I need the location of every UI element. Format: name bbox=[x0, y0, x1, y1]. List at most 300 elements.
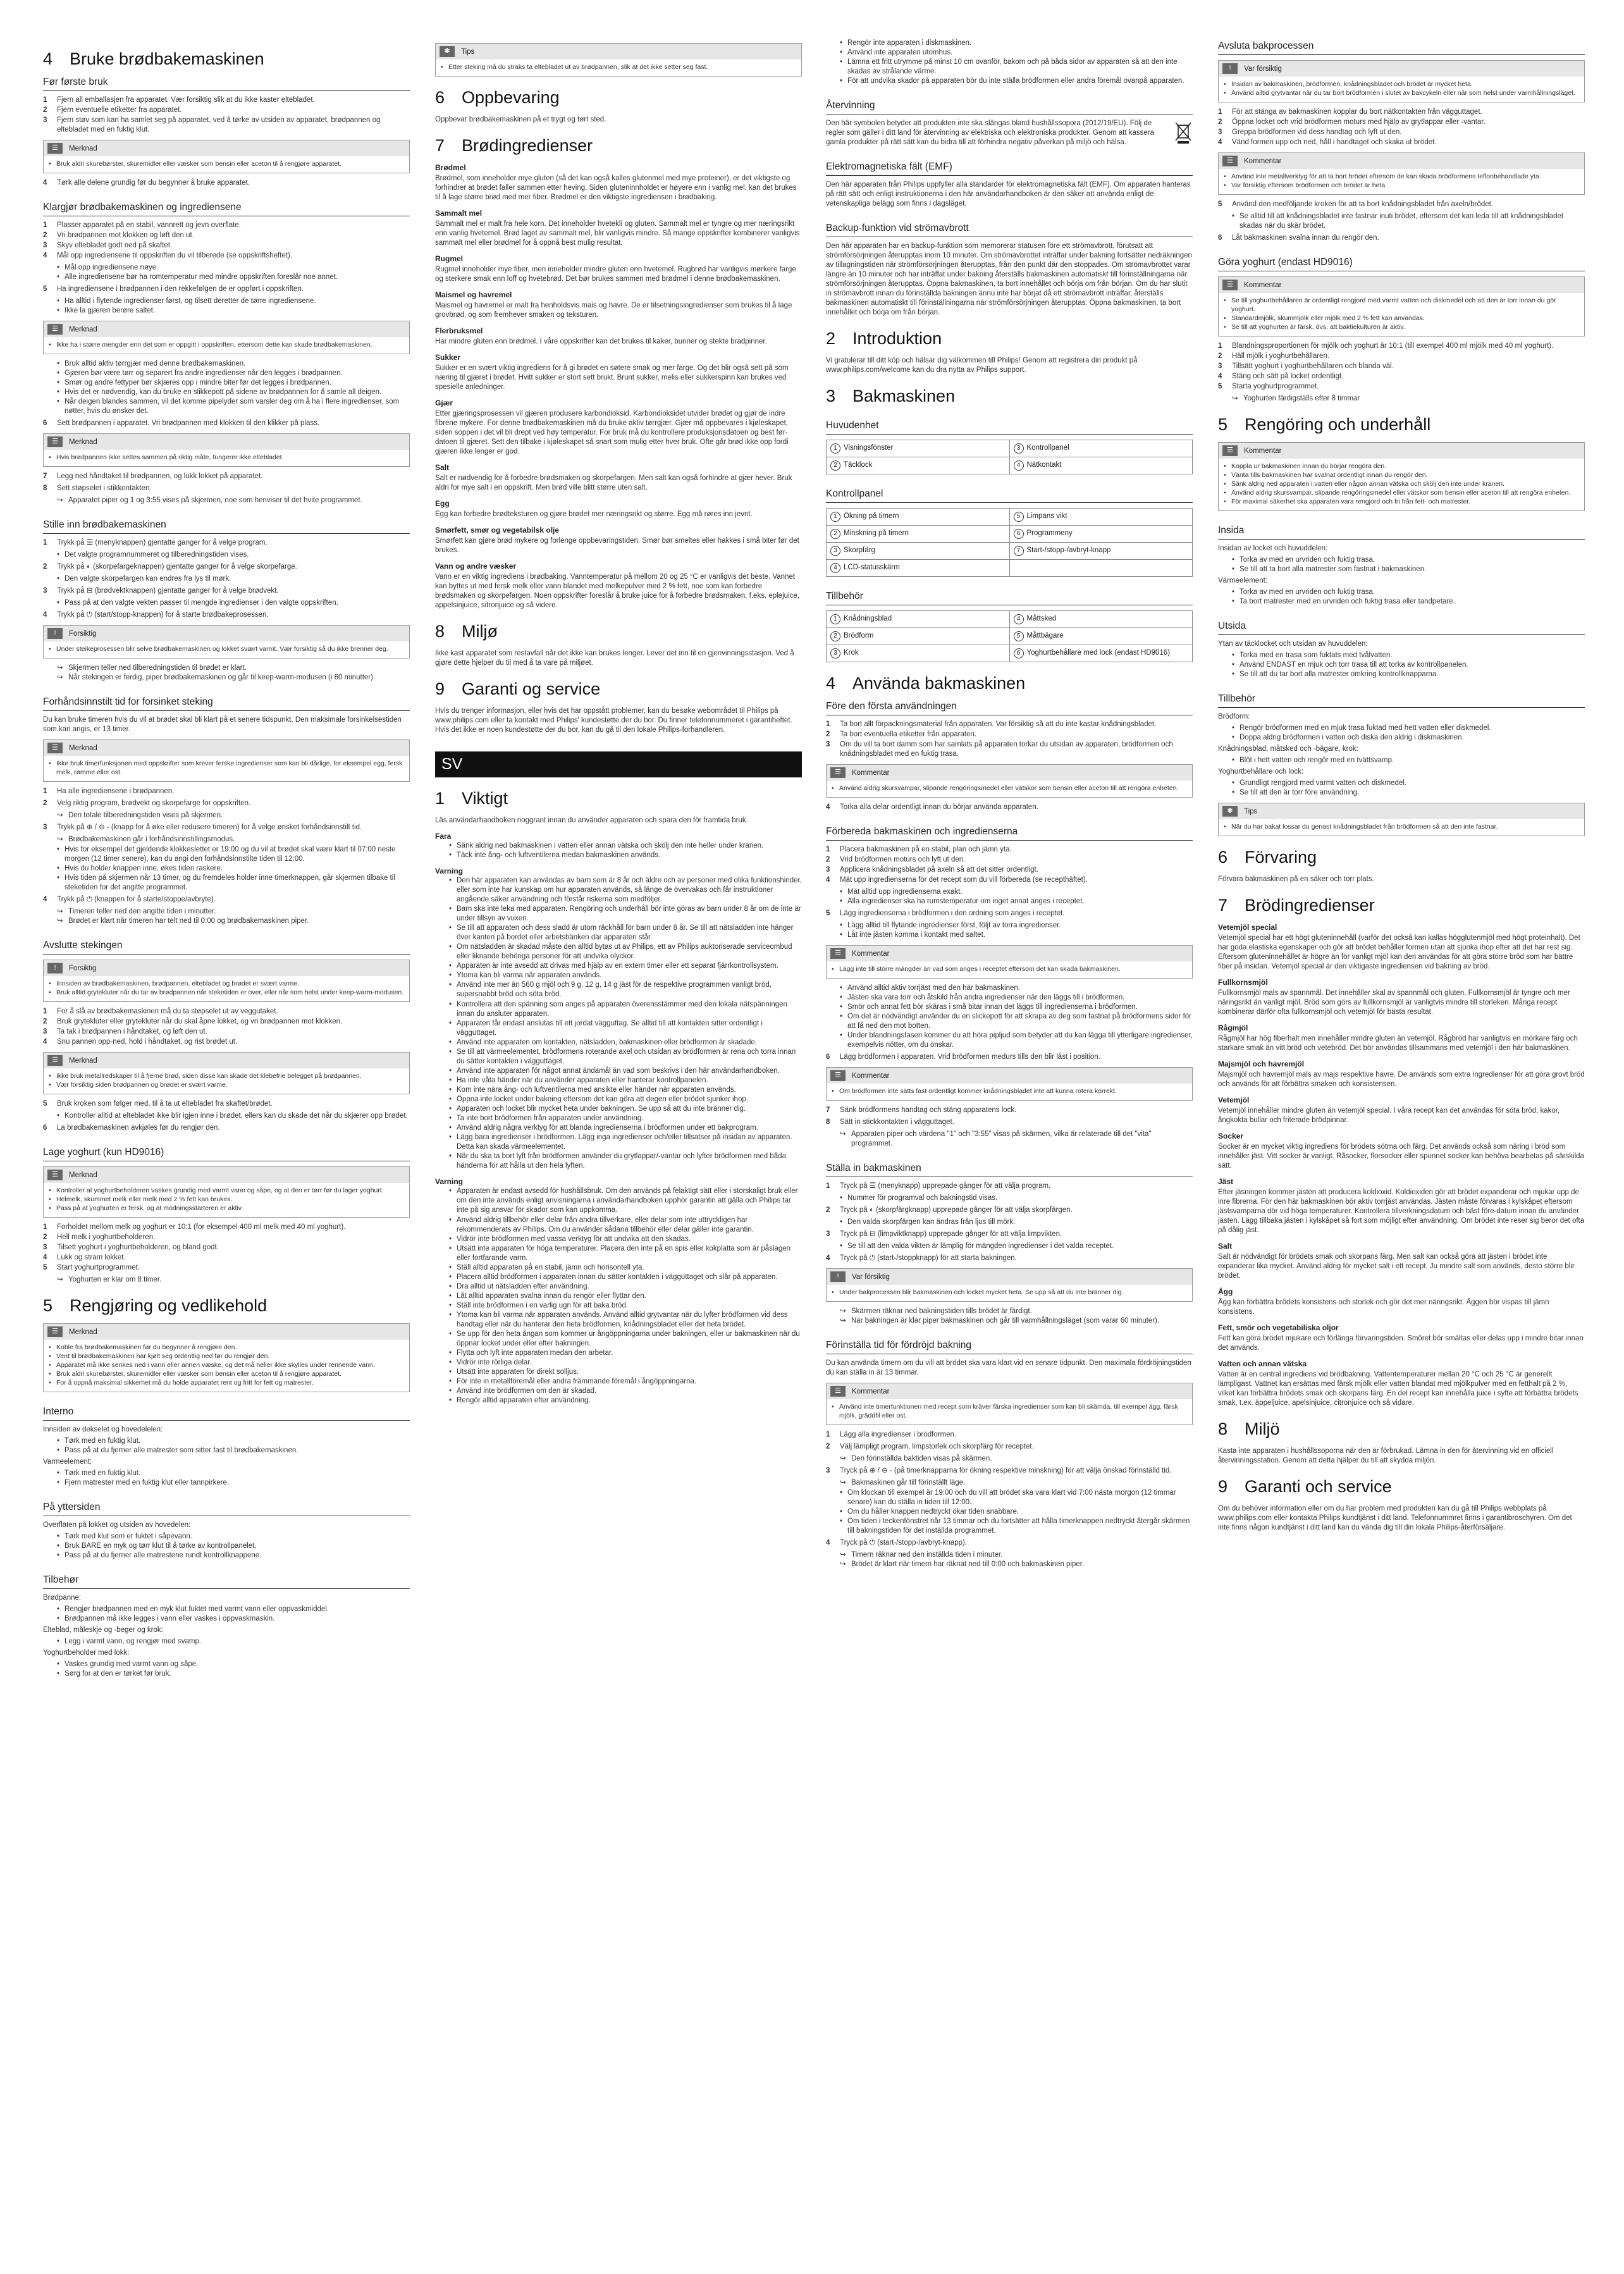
section-heading: Kontrollpanel bbox=[826, 488, 1193, 503]
step-number: 2 bbox=[826, 731, 830, 738]
section-heading: Insida bbox=[1218, 525, 1585, 540]
chapter-number: 9 bbox=[435, 679, 445, 698]
step-number: 1 bbox=[43, 539, 47, 547]
paragraph: Värmeelement: bbox=[1218, 577, 1267, 584]
bullet-list bbox=[840, 1194, 1193, 1203]
note-header bbox=[44, 1053, 409, 1068]
step-number: 6 bbox=[1218, 234, 1222, 242]
result-line: ↪ Brödet är klart när timern har räknat ned till 0:00 och bakmaskinen piper. bbox=[826, 1560, 1193, 1569]
parts-cell bbox=[1009, 645, 1193, 662]
paragraph: Knådningsblad, måtsked och -bägare, krok: bbox=[1218, 745, 1358, 753]
step-number: 3 bbox=[43, 587, 47, 595]
step-text: Välj lämpligt program, limpstorlek och skorpfärg för receptet. bbox=[840, 1443, 1034, 1450]
note-box bbox=[1218, 442, 1585, 511]
step-number: 3 bbox=[43, 116, 47, 124]
bullet-item: • Fjern matrester med en fuktig klut eller tannpirkere. bbox=[57, 1478, 410, 1488]
note-item: • Använd aldrig skursvampar, slipande rengöringsmedel eller vätskor som bensin eller aceton till att rengöra enheten. bbox=[1224, 488, 1579, 497]
step-item bbox=[1218, 382, 1585, 392]
step-item bbox=[43, 285, 410, 294]
bullet-list bbox=[57, 598, 410, 608]
steps-list bbox=[43, 586, 410, 596]
part-label: Krok bbox=[844, 649, 859, 657]
paragraph: Rågmjöl har hög fiberhalt men innehåller mindre gluten än vetemjöl. Rågbröd har vanligtvis en mörkare färg och starkare smak än vitt bröd och vetebröd. Det bör användas tillsammans med vetemjöl i den här bakmaskinen. bbox=[1218, 1035, 1578, 1052]
chapter-title: Rengöring och underhåll bbox=[1245, 415, 1431, 434]
subheading: Vann og andre væsker bbox=[435, 562, 517, 571]
step-item bbox=[1218, 342, 1585, 351]
chapter-number: 3 bbox=[826, 386, 836, 405]
note-header bbox=[44, 321, 409, 337]
note-icon: ☰ bbox=[47, 1326, 63, 1337]
step-number: 1 bbox=[43, 1008, 47, 1015]
bullet-item: • Ytoma kan bli varma när apparaten används. bbox=[449, 971, 802, 980]
note-list bbox=[49, 759, 404, 777]
note-item: • Bruk alltid grytekluter når du tar av brødpannen når steketiden er over, eller når som helst under keep-warm-modusen. bbox=[49, 988, 404, 997]
part-number-circle: 7 bbox=[1014, 546, 1024, 556]
bullet-item: • Apparaten får endast anslutas till ett jordat vägguttag. Se alltid till att kontakten sitter ordentligt i vägguttaget. bbox=[449, 1019, 802, 1038]
bullet-item: • Rengör inte apparaten i diskmaskinen. bbox=[840, 39, 1193, 48]
note-body bbox=[827, 961, 1192, 978]
bullet-item: • Om klockan till exempel är 19:00 och du vill att brödet ska vara klart vid 7:00 nästa morgon (12 timmar senare) kan du ställa in tiden till 12:00. bbox=[840, 1488, 1193, 1507]
section-heading: Elektromagnetiska fält (EMF) bbox=[826, 161, 1193, 176]
note-icon: ☰ bbox=[1222, 445, 1238, 456]
note-box bbox=[43, 625, 410, 658]
step-item bbox=[826, 1466, 1193, 1476]
step-number: 5 bbox=[826, 910, 830, 917]
step-number: 4 bbox=[1218, 139, 1222, 146]
step-number: 4 bbox=[826, 803, 830, 811]
step-text: Skyv eltebladet godt ned på skaftet. bbox=[57, 242, 173, 249]
step-text: Tryck på ⊟ (limpviktknapp) upprepade gånger för att välja limpvikten. bbox=[840, 1230, 1062, 1238]
chapter-title: Miljø bbox=[462, 622, 498, 641]
subheading: Rugmel bbox=[435, 254, 464, 263]
paragraph: Vetemjöl special har ett högt gluteninnehåll (varför det också kan kallas högglutenmjöl med högt proteinhalt). Det har goda elastiska egenskaper och gör att brödet behåller formen utan att sjunka ihop efter att det har rest sig. Eftersom gluteninnehållet är högre än för vanligt mjöl kan den användas för att göra större bröd som har bättre fiber på insidan. Vetemjöl special är den viktigaste ingrediensen vid bakning av bröd. bbox=[1218, 934, 1580, 970]
note-list bbox=[49, 340, 404, 349]
part-number-circle: 2 bbox=[830, 631, 840, 641]
bullet-item: • Dra alltid ut nätsladden efter användning. bbox=[449, 1282, 802, 1292]
steps-list bbox=[43, 221, 410, 261]
part-label: Visningsfönster bbox=[844, 444, 894, 452]
step-text: Blandningsproportionen för mjölk och yoghurt är 10:1 (till exempel 400 ml mjölk med 40 ml yoghurt). bbox=[1232, 342, 1554, 350]
bullet-list bbox=[57, 550, 410, 560]
bullet-list bbox=[57, 263, 410, 282]
note-body bbox=[44, 976, 409, 1001]
chapter-title: Miljö bbox=[1245, 1419, 1280, 1438]
note-item: • När du har bakat lossar du genast knådningsbladet från brödformen så att den inte fastnar. bbox=[1224, 822, 1579, 831]
bullet-item: • Tørk med klut som er fuktet i såpevann. bbox=[57, 1532, 410, 1542]
parts-row bbox=[827, 457, 1193, 474]
bullet-item: • Se till att apparaten och dess sladd är utom räckhåll för barn under 8 år. Se till att nätsladden inte hänger över kanten på bordet eller arbetsbänken där apparaten står. bbox=[449, 924, 802, 942]
paragraph: Den här apparaten har en backup-funktion som memorerar statusen före ett strömavbrott, förutsatt att strömförsörjningen återupptas inom 10 minuter. Om strömavbrottet inträffar under bakning fortsätter nedräkningen av tillagningstiden när strömförsörjningen återupptas, från den punkt där den stoppades. Om strömavbrottet varar längre än 10 minuter och har inträffat under bakning återställs bakmaskinen automatiskt till förinställningarna när strömförsörjningen återupptas. Öppna bakmaskinen, ta bort innehållet och börja om från början. Om du har slutit in strömavbrott innan du förinställda bakningen ännu inte har börjat då ett strömavbrott inträffar, återställs bakmaskinen automatiskt till förinställningarna när strömförsörjningen återupptas. Öppna bakmaskinen, ta bort innehållet och börja om från början. bbox=[826, 242, 1192, 316]
steps-list bbox=[43, 799, 410, 808]
note-item: • Apparatet må ikke senkes ned i vann eller annen væske, og det må heller ikke skylles under rennende vann. bbox=[49, 1361, 404, 1369]
result-line: ↪ Bakmaskinen går till förinställt läge. bbox=[826, 1478, 1193, 1488]
step-item bbox=[43, 231, 410, 240]
bullet-item: • Kontroller alltid at eltebladet ikke blir igjen inne i brødet, ellers kan du skade det når du skjærer opp brødet. bbox=[57, 1111, 410, 1121]
bullet-item: • Om tiden i teckenfönstret når 13 timmar och du fortsätter att hålla timerknappen nedtryckt återgår skärmen till bakningstiden för det inställda programmet. bbox=[840, 1517, 1193, 1536]
note-icon: ☰ bbox=[1222, 280, 1238, 290]
steps-list bbox=[43, 895, 410, 905]
subheading: Flerbruksmel bbox=[435, 326, 483, 335]
chapter-heading bbox=[1218, 1419, 1585, 1439]
paragraph: Läs användarhandboken noggrant innan du använder apparaten och spara den för framtida bruk. bbox=[435, 817, 748, 824]
bullet-list bbox=[57, 1660, 410, 1679]
note-item: • Lägg inte till större mängder än vad som anges i receptet eftersom det kan skada bakmaskinen. bbox=[832, 965, 1187, 973]
bullet-list bbox=[57, 845, 410, 893]
part-label: Ökning på timern bbox=[844, 512, 899, 520]
step-item bbox=[826, 855, 1193, 865]
note-list bbox=[832, 1087, 1187, 1096]
step-number: 4 bbox=[826, 1539, 830, 1547]
part-label: Täcklock bbox=[844, 461, 873, 469]
step-number: 4 bbox=[43, 896, 47, 903]
chapter-title: Brödingredienser bbox=[1245, 896, 1375, 915]
bullet-item: • Hvis du holder knappen inne, økes tiden raskere. bbox=[57, 864, 410, 874]
note-label: Merknad bbox=[69, 744, 97, 752]
note-label: Kommentar bbox=[1244, 157, 1282, 165]
step-number: 2 bbox=[1218, 352, 1222, 360]
parts-cell bbox=[1009, 440, 1193, 457]
step-item bbox=[826, 730, 1193, 739]
step-text: Bruk kroken som følger med, til å ta ut eltebladet fra skaftet/brødet. bbox=[57, 1100, 273, 1108]
step-text: Plasser apparatet på en stabil, vannrett og jevn overflate. bbox=[57, 221, 241, 229]
note-list bbox=[832, 1402, 1187, 1420]
note-box bbox=[435, 43, 802, 77]
note-header bbox=[1219, 803, 1584, 819]
steps-list bbox=[826, 909, 1193, 918]
section-heading: Tillbehör bbox=[826, 591, 1193, 605]
bullet-item: • Använd inte brödformen om den är skadad. bbox=[449, 1387, 802, 1396]
parts-cell bbox=[827, 628, 1010, 645]
bullet-item: • Ha alltid i flytende ingredienser først, og tilsett deretter de tørre ingrediensene. bbox=[57, 297, 410, 306]
step-item bbox=[43, 106, 410, 115]
parts-cell bbox=[827, 543, 1010, 560]
step-number: 5 bbox=[1218, 201, 1222, 208]
note-icon: ☰ bbox=[47, 436, 63, 447]
bullet-item: • Använd aldrig tillbehör eller delar från andra tillverkare, eller delar som inte uttryckligen har rekommenderats av Philips. Om du använder sådana tillbehör eller delar gäller inte garantin. bbox=[449, 1216, 802, 1235]
note-box bbox=[826, 1268, 1193, 1302]
step-number: 5 bbox=[43, 1100, 47, 1108]
step-number: 1 bbox=[826, 1182, 830, 1190]
steps-list bbox=[43, 285, 410, 294]
step-item bbox=[1218, 233, 1585, 243]
note-icon: ☰ bbox=[830, 767, 846, 778]
note-item: • Vent til brødbakemaskinen har kjølt seg ordentlig ned før du rengjør den. bbox=[49, 1352, 404, 1361]
note-label: Kommentar bbox=[852, 1072, 890, 1080]
bullet-item: • Flytta och lyft inte apparaten medan den arbetar. bbox=[449, 1349, 802, 1358]
steps-list bbox=[43, 1007, 410, 1047]
note-list bbox=[1224, 462, 1579, 506]
step-item bbox=[43, 1233, 410, 1242]
bullet-item: • Använd inte apparaten för något annat ändamål än vad som beskrivs i den här användarhandboken. bbox=[449, 1066, 802, 1076]
step-item bbox=[43, 823, 410, 832]
note-item: • Var försiktig eftersom brödformen och brödet är heta. bbox=[1224, 181, 1579, 190]
note-header bbox=[44, 1324, 409, 1340]
paragraph: Elteblad, måleskje og -beger og krok: bbox=[43, 1626, 163, 1634]
parts-cell bbox=[1009, 611, 1193, 628]
step-text: Sett støpselet i stikkontakten. bbox=[57, 485, 152, 492]
chapter-heading bbox=[1218, 415, 1585, 435]
paragraph: Salt er nødvendig for å forbedre brødsmaken og skorpefargen. Men salt kan også forhindre at gjær hever. Bruk aldri for mye salt i en oppskrift. Men brød ville blitt større uten salt. bbox=[435, 474, 792, 491]
steps-list bbox=[826, 1053, 1193, 1062]
part-label: LCD-statusskärm bbox=[844, 564, 900, 571]
chapter-number: 7 bbox=[435, 136, 445, 155]
note-header bbox=[44, 626, 409, 641]
paragraph: Fullkornsmjöl mals av spannmål. Det innehåller skal av spannmål och gluten. Fullkornsmjöl är tyngre och mer näringsrikt än vanligt mjöl. Bröd som görs av fullkornsmjöl är vanligtvis mindre till storleken. Många recept kombinerar därför ofta fullkornsmjöl och vetemjöl för bästa resultat. bbox=[1218, 989, 1570, 1016]
note-item: • Se till yoghurtbehållaren är ordentligt rengjord med varmt vatten och diskmedel och att den är torr innan du gör yoghurt. bbox=[1224, 296, 1579, 314]
note-body bbox=[44, 450, 409, 466]
bullet-item: • Mål opp ingrediensene nøye. bbox=[57, 263, 410, 273]
paragraph: Kasta inte apparaten i hushållssoporna när den är förbrukad. Lämna in den för återvinning vid en officiell återvinningsstation. Genom att detta hjälper du till att skydda miljön. bbox=[1218, 1447, 1554, 1464]
step-item bbox=[1218, 108, 1585, 117]
result-line: ↪ Apparaten piper och värdena "1" och "3:55" visas på skärmen, vilka är relaterade till det "vita" programmet. bbox=[826, 1130, 1193, 1149]
step-item bbox=[43, 96, 410, 105]
bullet-list bbox=[840, 921, 1193, 940]
step-text: Mål opp ingrediensene til oppskriften du vil tilberede (se oppskriftsheftet). bbox=[57, 252, 293, 259]
bullet-list bbox=[1232, 779, 1585, 798]
note-header bbox=[436, 44, 801, 59]
bullet-list bbox=[840, 887, 1193, 906]
subheading: Salt bbox=[435, 463, 450, 472]
step-text: La brødbakemaskinen avkjøles før du rengjør den. bbox=[57, 1124, 220, 1132]
chapter-title: Rengjøring og vedlikehold bbox=[70, 1296, 268, 1315]
step-number: 1 bbox=[1218, 108, 1222, 116]
steps-list bbox=[43, 1099, 410, 1109]
parts-row bbox=[827, 645, 1193, 662]
note-body bbox=[827, 781, 1192, 797]
note-item: • Koble fra brødbakemaskinen før du begynner å rengjøre den. bbox=[49, 1343, 404, 1352]
step-number: 2 bbox=[826, 1206, 830, 1214]
section-heading: Förinställa tid för fördröjd bakning bbox=[826, 1340, 1193, 1354]
note-item: • Kontroller at yoghurtbeholderen vaskes grundig med varmt vann og såpe, og at den er tørr før du lager yoghurt. bbox=[49, 1186, 404, 1195]
note-list bbox=[49, 645, 404, 653]
paragraph: Socker är en mycket viktig ingrediens för brödets sötma och färg. Det används också som näring i bröd som innehåller jäst. Vitt socker är vanligt. Råsocker, florsocker eller spunnet socker kan behöva bearbetas på särskilda sätt. bbox=[1218, 1143, 1584, 1170]
bullet-item: • Se alltid till att knådningsbladet inte fastnar inuti brödet, eftersom det kan leda till att knådningsbladet skadas när du skär brödet. bbox=[1232, 212, 1585, 231]
step-item bbox=[43, 1007, 410, 1017]
section-heading: Förbereda bakmaskinen och ingredienserna bbox=[826, 826, 1193, 841]
paragraph: Fett kan göra brödet mjukare och förlänga förvaringstiden. Smöret bör smältas eller delas upp i mindre bitar innan det används. bbox=[1218, 1335, 1584, 1352]
step-item bbox=[826, 875, 1193, 885]
bullet-list bbox=[57, 1437, 410, 1455]
note-body bbox=[44, 756, 409, 781]
chapter-heading bbox=[826, 386, 1193, 406]
paragraph: Vann er en viktig ingrediens i brødbaking. Vanntemperatur på mellom 20 og 25 °C er vanligvis det beste. Vannet kan byttes ut med fersk melk eller vann blandet med melkepulver med 2 % fett, noe som kan forbedre brødsmaken og skorpefargen. Noen oppskrifter foreslår å bruke juice for å forbedre brødsmaken, f.eks. eplejuice, appelsinjuice, sitronjuice og så videre. bbox=[435, 573, 799, 609]
bullet-item: • För att undvika skador på apparaten bör du inte ställa brödformen eller andra föremål ovanpå apparaten. bbox=[840, 77, 1193, 86]
step-number: 2 bbox=[43, 563, 47, 571]
bullet-item: • För inte in metallföremål eller andra främmande föremål i ångöppningarna. bbox=[449, 1377, 802, 1387]
note-box bbox=[43, 1323, 410, 1392]
step-text: Häll mjölk i yoghurtbehållaren. bbox=[1232, 352, 1330, 360]
step-number: 4 bbox=[1218, 373, 1222, 380]
step-item bbox=[43, 610, 410, 620]
note-item: • Standardmjölk, skummjölk eller mjölk med 2 % fett kan användas. bbox=[1224, 314, 1579, 323]
step-item bbox=[1218, 138, 1585, 147]
section-heading: Forhåndsinnstilt tid for forsinket steking bbox=[43, 696, 410, 711]
bullet-list bbox=[449, 1000, 802, 1171]
paragraph: Overflaten på lokket og utsiden av hovedelen: bbox=[43, 1521, 191, 1529]
section-heading: Före den första användningen bbox=[826, 701, 1193, 715]
parts-cell bbox=[827, 645, 1010, 662]
bullet-item: • Se till att värmeelementet, brödformens roterande axel och utsidan av brödformen är rena och torra innan du sätter kontakten i vägguttaget. bbox=[449, 1047, 802, 1066]
bullet-item: • Använd inte apparaten om kontakten, nätsladden, bakmaskinen eller brödformen är skadade. bbox=[449, 1038, 802, 1047]
note-label: Forsiktig bbox=[69, 964, 97, 972]
part-label: Kontrollpanel bbox=[1026, 444, 1069, 452]
parts-table bbox=[826, 440, 1193, 474]
bullet-list bbox=[1232, 555, 1585, 574]
section-heading: Tillbehör bbox=[1218, 693, 1585, 708]
bullet-item: • Om det är nödvändigt använder du en slickepott för att skrapa av deg som fastnat på brödformens sidor för att få ned den mot botten. bbox=[840, 1012, 1193, 1031]
section-heading: Interno bbox=[43, 1406, 410, 1421]
note-box bbox=[826, 764, 1193, 798]
steps-list bbox=[43, 562, 410, 572]
parts-cell bbox=[827, 457, 1010, 474]
step-item bbox=[826, 1206, 1193, 1215]
note-label: Merknad bbox=[69, 325, 97, 333]
note-header bbox=[827, 946, 1192, 961]
note-body bbox=[1219, 169, 1584, 194]
chapter-heading bbox=[1218, 848, 1585, 867]
caution-icon: ! bbox=[47, 963, 63, 973]
step-number: 4 bbox=[43, 1038, 47, 1046]
paragraph: Yoghurtbeholder med lokk: bbox=[43, 1649, 130, 1657]
note-label: Forsiktig bbox=[69, 629, 97, 638]
note-header bbox=[1219, 61, 1584, 77]
step-item bbox=[1218, 118, 1585, 127]
bullet-list bbox=[57, 1532, 410, 1560]
step-text: Fjern støv som kan ha samlet seg på apparatet, ved å tørke av utsiden av apparatet, brødpannen og eltebladet med en fuktig klut. bbox=[57, 116, 381, 133]
paragraph: Brødpanne: bbox=[43, 1594, 82, 1602]
step-number: 1 bbox=[43, 96, 47, 104]
bullet-item: • Den valgte skorpefargen kan endres fra lys til mørk. bbox=[57, 574, 410, 584]
bullet-item: • Blöt i hett vatten och rengör med en tvättsvamp. bbox=[1232, 756, 1585, 765]
note-box bbox=[1218, 803, 1585, 836]
step-item bbox=[43, 538, 410, 548]
note-label: Merknad bbox=[69, 1056, 97, 1065]
step-item bbox=[826, 803, 1193, 812]
bullet-item: • Apparaten och locket blir mycket heta under bakningen. Se upp så att du inte bränner dig. bbox=[449, 1104, 802, 1114]
steps-list bbox=[43, 96, 410, 135]
note-label: Merknad bbox=[69, 1328, 97, 1336]
step-number: 2 bbox=[826, 856, 830, 863]
bullet-item: • Lämna ett fritt utrymme på minst 10 cm ovanför, bakom och på båda sidor av apparaten så att den inte skadas av strålande värme. bbox=[840, 58, 1193, 77]
step-number: 6 bbox=[43, 419, 47, 427]
step-item bbox=[43, 1099, 410, 1109]
step-item bbox=[43, 1243, 410, 1252]
step-number: 3 bbox=[826, 866, 830, 874]
note-box bbox=[43, 1052, 410, 1094]
note-body bbox=[436, 59, 801, 76]
note-icon: ☰ bbox=[47, 1170, 63, 1180]
bullet-item: • Ta inte bort brödformen från apparaten under användning. bbox=[449, 1114, 802, 1123]
step-number: 7 bbox=[43, 473, 47, 480]
column-3 bbox=[826, 38, 1193, 1569]
bullet-list bbox=[449, 876, 802, 999]
steps-list bbox=[43, 1223, 410, 1273]
note-item: • Använd inte metallverktyg för att ta bort brödet eftersom de kan skada brödformens teflonbehandlade yta. bbox=[1224, 172, 1579, 181]
part-number-circle: 6 bbox=[1014, 648, 1024, 658]
bullet-list bbox=[1232, 212, 1585, 231]
chapter-number: 1 bbox=[435, 789, 445, 808]
part-label: Brödform bbox=[844, 632, 874, 640]
step-item bbox=[43, 799, 410, 808]
part-label: Måttsked bbox=[1026, 615, 1057, 622]
paragraph: Oppbevar brødbakemaskinen på et trygt og tørt sted. bbox=[435, 116, 606, 123]
bullet-item: • Mät alltid upp ingredienserna exakt. bbox=[840, 887, 1193, 897]
paragraph: Smørfett kan gjøre brød mykere og forlenge oppbevaringstiden. Smør bør smeltes eller hakkes i små biter før det brukes. bbox=[435, 537, 799, 554]
part-number-circle: 5 bbox=[1014, 631, 1024, 641]
step-text: Trykk på ◐ (skorpefargeknappen) gjentatte ganger for å velge skorpefarge. bbox=[57, 563, 297, 571]
bullet-item: • Nummer för programval och bakningstid visas. bbox=[840, 1194, 1193, 1203]
note-item: • Om brödformen inte sätts fast ordentligt kommer knådningsbladet inte att kunna rotera korrekt. bbox=[832, 1087, 1187, 1096]
chapter-heading bbox=[43, 1296, 410, 1316]
section-heading: Återvinning bbox=[826, 100, 1193, 114]
section-heading: Utsida bbox=[1218, 621, 1585, 635]
step-text: Tryck på ⏻ (start-/stopp-/avbryt-knapp). bbox=[840, 1539, 968, 1547]
steps-list bbox=[43, 538, 410, 548]
steps-list bbox=[826, 1442, 1193, 1452]
column-4 bbox=[1218, 38, 1585, 1535]
section-heading: Tilbehør bbox=[43, 1574, 410, 1589]
note-list bbox=[832, 1288, 1187, 1297]
subheading: Gjær bbox=[435, 399, 453, 407]
step-text: Låt bakmaskinen svalna innan du rengör den. bbox=[1232, 234, 1379, 242]
subheading: Rågmjöl bbox=[1218, 1023, 1248, 1032]
steps-list bbox=[826, 1254, 1193, 1263]
result-line: ↪ Timeren teller ned den angitte tiden i minutter. bbox=[43, 907, 410, 917]
steps-list bbox=[1218, 108, 1585, 147]
note-item: • Hvis brødpannen ikke settes sammen på riktig måte, fungerer ikke eltebladet. bbox=[49, 453, 404, 462]
part-number-circle: 5 bbox=[1014, 512, 1024, 522]
bullet-item: • Apparaten är inte avsedd att drivas med hjälp av en extern timer eller ett separat fjärrkontrollsystem. bbox=[449, 961, 802, 971]
note-icon: ☰ bbox=[830, 948, 846, 959]
section-heading: Lage yoghurt (kun HD9016) bbox=[43, 1147, 410, 1161]
step-item bbox=[43, 1037, 410, 1047]
bullet-item: • Barn ska inte leka med apparaten. Rengöring och underhåll bör inte göras av barn under 8 år om de inte är under tillsyn av vuxen. bbox=[449, 905, 802, 924]
note-header bbox=[44, 140, 409, 156]
bullet-item: • Hvis tiden på skjermen når 13 timer, og du fremdeles holder inne timerknappen, går skjermen tilbake til steketiden for det angitte programmet. bbox=[57, 874, 410, 893]
note-item: • Ikke bruk timerfunksjonen med oppskrifter som krever ferske ingredienser som kan bli dårlige, for eksempel egg, fersk melk, rømme eller ost. bbox=[49, 759, 404, 777]
bullet-item: • Brødpannen må ikke legges i vann eller vaskes i oppvaskmaskin. bbox=[57, 1614, 410, 1624]
note-list bbox=[49, 979, 404, 997]
steps-list bbox=[1218, 342, 1585, 392]
bullet-item: • Ta bort matrester med en urvriden och fuktig trasa eller tandpetare. bbox=[1232, 597, 1585, 607]
note-header bbox=[827, 765, 1192, 781]
note-body bbox=[1219, 77, 1584, 102]
paragraph: Salt är nödvändigt för brödets smak och skorpans färg. Men salt kan också göra att jästen i brödet inte expanderar lika mycket. Använd aldrig för mycket salt i ett recept. Ju mindre salt som används, desto större blir brödet. bbox=[1218, 1253, 1575, 1280]
section-heading: Avsluta bakprocessen bbox=[1218, 40, 1585, 55]
subheading: Vetemjöl special bbox=[1218, 923, 1277, 932]
step-text: Använd den medföljande kroken för att ta bort knådningsbladet från axeln/brödet. bbox=[1232, 201, 1493, 208]
bullet-item: • Ikke la gjæren berøre saltet. bbox=[57, 306, 410, 316]
part-label: Knådningsblad bbox=[844, 615, 892, 622]
step-number: 3 bbox=[43, 1028, 47, 1035]
parts-row bbox=[827, 543, 1193, 560]
bullet-item: • Under blandningsfasen kommer du att höra pipljud som betyder att du kan lägga till ytterligare ingredienser, exempelvis nötter, om du önskar. bbox=[840, 1031, 1193, 1050]
step-text: Trykk på ⏻ (knappen for å starte/stoppe/avbryte). bbox=[57, 896, 216, 903]
bullet-item: • Torka av med en urvriden och fuktig trasa. bbox=[1232, 555, 1585, 565]
step-text: Bruk grytekluter eller grytekluter når du skal åpne lokket, og vri brødpannen mot klokken. bbox=[57, 1018, 343, 1025]
subheading: Salt bbox=[1218, 1242, 1233, 1251]
note-icon: ☰ bbox=[830, 1070, 846, 1081]
step-item bbox=[43, 472, 410, 481]
step-text: Greppa brödformen vid dess handtag och lyft ut den. bbox=[1232, 128, 1402, 136]
step-text: Trykk på ⊟ (brødvektknappen) gjentatte ganger for å velge brødvekt. bbox=[57, 587, 279, 595]
note-item: • Bruk aldri skurebørster, skuremidler eller væsker som bensin eller aceton til å rengjøre apparatet. bbox=[49, 159, 404, 168]
note-item: • For å oppnå maksimal sikkerhet må du holde apparatet rent og fritt for fett og matrester. bbox=[49, 1378, 404, 1387]
step-text: Forholdet mellom melk og yoghurt er 10:1 (for eksempel 400 ml melk med 40 ml yoghurt). bbox=[57, 1223, 346, 1231]
step-item bbox=[43, 562, 410, 572]
chapter-number: 8 bbox=[435, 622, 445, 641]
part-label: Minskning på timern bbox=[844, 529, 909, 537]
